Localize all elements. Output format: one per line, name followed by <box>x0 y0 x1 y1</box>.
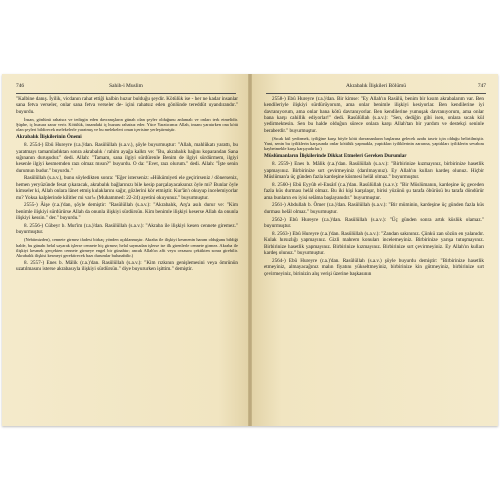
right-page-text <box>264 96 484 279</box>
left-header <box>16 83 236 94</box>
running-title: Sahih-i Muslim <box>109 83 143 89</box>
open-book <box>2 74 498 426</box>
right-page <box>252 74 498 426</box>
paragraph: 2555-) Âişe (r.a.)'dan, şöyle demiştir: "Rasûlüllah (s.a.v.): "Akrabalık, Arş'a asılı durur ve: "Kim benimle ilişkiyi sürdürürse Allah da onunla ilişkiyi sürdürsün. Kim benimle ilişkiyi keserse Allah da onunla ilişkiyi kessin." der." buyurdu." <box>16 202 238 222</box>
paragraph: 2561-) Abdullah b. Ömer (r.a.)'dan. Rasûlüllah (s.a.v.): "Bir müminin, kardeşine üç günden fazla küs durması helâl olmaz." buyurmuştur. <box>264 202 484 215</box>
paragraph: (Sıcak kül yedirmek, iyiliğine karşı böyle kötü davrananların başlarına gelecek azabı tasvir için olduğu belirtilmiştir. Yani, senin bu iyiliklerin karşısında onlar kötülük yapmakla, yaptıkları iyiliklerinin zararına, yaptıkları iyiliklerin sevabını kaybetmekle karşı karşıyadırlar.) <box>264 135 484 152</box>
paragraph: 8. 2560-) Ebû Eyyûb el-Ensârî (r.a.)'dan. Rasûlüllah (s.a.v.): "Bir Müslümanın, kardeşine üç geceden fazla küs durması helâl olmaz. Bu iki kişi karşılaşır, birisi yüzünü şu tarafa öbürüsü bu tarafa döndürür ama bunların en iyisi selâma başlayanıdır." buyurmuştur. <box>264 181 484 201</box>
paragraph: 2564-) Ebû Hureyre (r.a.)'dan. Rasûlüllah (s.a.v.) şöyle buyurdu demiştir: "Birbirinize hasetlik etmeyiniz, almayacağınız malın fiyatını yükseltmeyiniz, birbirinize kin gütmeyiniz, birbirinize sırt çevirmeyiniz, birinizin alış verişi üzerine başkasının <box>264 257 484 277</box>
paragraph: 8. 2557-) Enes b. Mâlik (r.a.)'dan. Rasûlüllah (s.a.v.): "Kim rızkının genişlemesini veya ömrünün uzatılmasını isterse akrabasıyla ilişkiyi sürdürsün." diye buyururken işittim." demiştir. <box>16 259 238 273</box>
left-page <box>2 74 248 426</box>
right-header <box>266 83 486 94</box>
section-heading: Akrabalık İlişkilerinin Önemi <box>16 134 82 141</box>
paragraph: 8. 2556-) Cübeyr b. Mut'im (r.a.)'dan. Rasûlüllah (s.a.v.): "Akraba ile ilişkiyi kesen cennete giremez." buyurmuştur. <box>16 223 238 236</box>
paragraph: "Kalbine danış. İyilik, vicdanın rahat ettiği kalbin huzur bulduğu şeydir. Kötülük ise - her ne kadar insanlar sana fetva verseler, onlar sana fetva verseler de- içini rahatsız eden gönlünde tereddüt uyandırandır." buyurdu. <box>16 96 238 115</box>
running-title: Akrabalık İlişkileri Bölümü <box>346 83 406 89</box>
paragraph: 8. 2554-) Ebû Hureyre (r.a.)'dan. Rasûlüllah (s.a.v.), şöyle buyurmuştur: "Allah, mahlûkatı yarattı, bu yaratmayı tamamladıktan sonra akrabalık / rahim ayağa kalktı ve: "Bu, akrabalık bağını koparandan Sana sığınanın duruşudur." dedi. Allah: "Tamam, sana ilgiyi sürdürenle Benim de ilgiyi sürdürmem, ilgiyi kesenle ilgiyi kesmemden razı olmaz mısın?" buyurdu. O da: "Evet, razı olurum." dedi. Allah: "İşte senin durumun budur." buyurdu." <box>16 142 238 174</box>
paragraph: 2558-) Ebû Hureyre (r.a.)'dan. Bir kimse: "Ey Allah'ın Rasûlü, benim bir kısım akrabalarım var. Ben kendileriyle ilişkiyi sürdürüyorum, ama onlar benimle ilişkiyi kesiyorlar. Ben kendilerine iyi davranıyorum, ama onlar bana kötü davranıyorlar. Ben kendilerine yumuşak davranıyorum, ama onlar bana karşı cahillik ediyorlar!" dedi. Rasûlüllah (s.a.v.): "Sen, dediğin gibi isen, onlara sıcak kül yedirmektesin. Sen bu halde olduğun sürece onlara karşı Allah'tan bir yardım ve destekçi seninle beraberdir." buyurmuştur. <box>264 96 484 134</box>
left-page-text <box>16 96 238 274</box>
section-heading: Müslümanların İlişkilerinde Dikkat Etmeleri Gereken Durumlar <box>264 153 407 160</box>
paragraph: (Nebiimizden), cennete girmez ifadesi birkaç yönden açıklanmıştır. Akraba ile ilişkiyi kesmenin haram olduğunu bildiği halde, bu günahı helal sayarak işlerse cennete hiç girmez; helal saymadan işlerse ise ilk girenlerle cennete girmez. Akraba ile ilişkiyi kesmek gerçekten cennete girmeye engel bir günahtır; ancak Allah'ın affı veya cezasını çektikten sonra girebilir. Akrabalık ilişkisi kesmeyi gerektirecek bazı durumlar bulunabilir.) <box>16 237 238 258</box>
paragraph: Rasûlüllah (s.a.v.), bunu söyledikten sonra: "Eğer isterseniz: «Hükümiyeti ele geçirirseniz / dönerseniz, hemen yeryüzünde fesat çıkaracak, akrabalık bağlarınızı bile kesip parçalayacaksınız öyle mi? Bunlar öyle kimseler ki, Allah onlara lânet etmiş kulaklarını sağır, gözlerini kör etmiştir. Kur'ân'ı okuyup incelemiyorlar mı? Yoksa kalplerinde kilitler mi var!» (Muhammed: 22-24) ayetini okuyunuz." buyurmuştur. <box>16 175 238 201</box>
paragraph: İnsan, gönlünü rahatsız ve tedirgin eden davranışların günah olan şeyler olduğunu anlamalı ve onları terk etmelidir. Şüphe, iç huzura zarar verir. Kötülük, insandaki iç huzuru rahatsız eder. Yüce Yaratıcımız Allah, insanı yaratırken ona kötü olan şeyleri bildirecek melekelerle yaratmış ve bu melekeleri onun içerisine yerleştirmiştir. <box>16 116 238 133</box>
page-number: 746 <box>16 83 25 89</box>
paragraph: 8. 2559-) Enes b. Mâlik (r.a.)'dan. Rasûlüllah (s.a.v.): "Birbirinize kızmayınız, birbirinize hasetlik yapmayınız. Birbirinize sırt çevirmeyiniz (darılmayınız). Ey Allah'ın kulları kardeş olunuz. Hiçbir Müslüman'a üç günden fazla kardeşine küsmesi helâl olmaz." buyurmuştur. <box>264 161 484 180</box>
paragraph: 8. 2563-) Ebû Hureyre (r.a.)'dan. Rasûlüllah (s.a.v.): "Zandan sakınınız. Çünkü zan sözün en yalanıdır. Kulak hırsızlığı yapmayınız. Gizli mahrem konuları incelemeyiniz. Birbirinize yarışa tutuşmayınız. Birbirinize hasetlik yapmayınız. Birbirinize kızmayınız. Birbirinize sırt çevirmeyiniz. Ey Allah'ın kulları kardeş olunuz." buyurmuştur. <box>264 231 484 257</box>
paragraph: 2562-) Ebû Hureyre (r.a.)'dan. Rasûlüllah (s.a.v.): "Üç günden sonra artık küslük olamaz." buyurmuştur. <box>264 216 484 230</box>
page-number: 747 <box>477 83 486 89</box>
